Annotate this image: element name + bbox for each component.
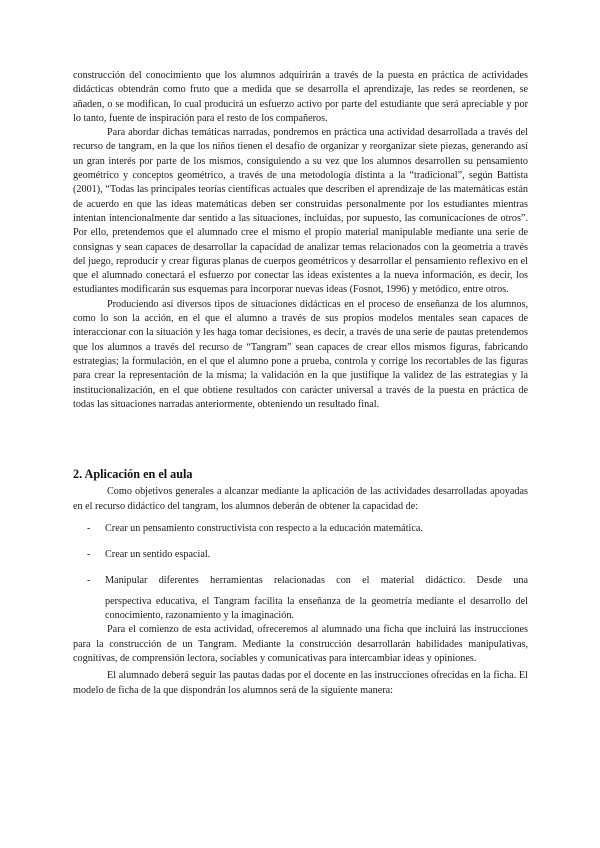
bullet-dash: - [87, 522, 91, 534]
section-intro: Como objetivos generales a alcanzar mediante la aplicación de las actividades desarrolladas apoyadas en el recurso didáctico del tangram, los alumnos deberán de obtener la capacidad de: [73, 486, 528, 512]
list-item [73, 522, 528, 536]
list-item [73, 548, 528, 562]
bullet-dash: - [87, 549, 91, 561]
bullet-text: Manipular diferentes herramientas relacionadas con el material didáctico. Desde una [105, 575, 528, 587]
body-text-top [73, 69, 528, 412]
bullet-continuation: perspectiva educativa, el Tangram facilita la enseñanza de la geometría mediante el desarrollo del conocimiento, razonamiento y la imaginación. [105, 595, 528, 622]
bullet-dash: - [87, 575, 91, 587]
paragraph-2: Para abordar dichas temáticas narradas, pondremos en práctica una actividad desarrollada a través del recurso de tangram, en la que los niños tienen el desafío de organizar y reorganizar siete piezas, generando así un gran interés por parte de los mismos, consiguiendo a su vez que los alumnos desarrollen su pensamiento geométrico y conceptos geométrico, a través de una metodología distinta a la “tradicional”, según Battista (2001), “Todas las principales teorías científicas actuales que describen el aprendizaje de las matemáticas están de acuerdo en que las ideas matemáticas deben ser construidas personalmente por los estudiantes mientras intentan intencionalmente dar sentido a las situaciones, incluidas, por supuesto, las comunicaciones de otros”. Por ello, pretendemos que el alumnado cree el mismo el propio material manipulable mediante una serie de consignas y sean capaces de desarrollar la capacidad de analizar temas relacionados con la geometría a través del juego, reproducir y crear figuras planas de cuerpos geométricos y desarrollar el pensamiento reflexivo en el que el alumnado conectará el esfuerzo por conectar las ideas existentes a la nueva información, es decir, los estudiantes modificarán sus esquemas para incorporar nuevas ideas (Fosnot, 1996) y metódico, entre otros. [73, 127, 528, 296]
list-item [73, 574, 528, 588]
paragraph-5: El alumnado deberá seguir las pautas dadas por el docente en las instrucciones ofrecidas en la ficha. El modelo de ficha de la que dispondrán los alumnos será de la siguiente manera: [73, 670, 528, 696]
paragraph-3: Produciendo así diversos tipos de situaciones didácticas en el proceso de enseñanza de los alumnos, como lo son la acción, en el que el alumno a través de sus propios modelos mentales sean capaces de interaccionar con la situación y les haga tomar decisiones, es decir, a través de una serie de pautas pretendemos que los alumnos a través del recurso de “Tangram” sean capaces de crear ellos mismos figuras, fabricando estrategias; la formulación, en el que el alumno pone a prueba, controla y corrige los recortables de las figuras para crear la representación de la misma; la validación en la que justifique la validez de las estrategias y la institucionalización, en el que obtiene resultados con carácter universal a través de la puesta en práctica de todas las situaciones narradas anteriormente, obteniendo un resultado final. [73, 298, 528, 410]
section-heading: 2. Aplicación en el aula [73, 467, 193, 481]
section-aplicacion [73, 467, 528, 698]
paragraph-1: construcción del conocimiento que los alumnos adquirirán a través de la puesta en práctica de actividades didácticas obtendrán como fruto que a medida que se desarrolla el aprendizaje, las redes se reordenen, se añaden, o se modifican, lo cual producirá un esfuerzo activo por parte del estudiante que será apreciable y por lo tanto, fuente de inspiración para el resto de los compañeros. [73, 70, 528, 124]
bullet-text: Crear un sentido espacial. [105, 549, 211, 561]
paragraph-4: Para el comienzo de esta actividad, ofreceremos al alumnado una ficha que incluirá las instrucciones para la construcción de un Tangram. Mediante la construcción desarrollarán habilidades manipulativas, cognitivas, de comprensión lectora, sociables y comunicativas para intercambiar ideas y opiniones. [73, 624, 528, 664]
bullet-text: Crear un pensamiento constructivista con respecto a la educación matemática. [105, 522, 423, 534]
